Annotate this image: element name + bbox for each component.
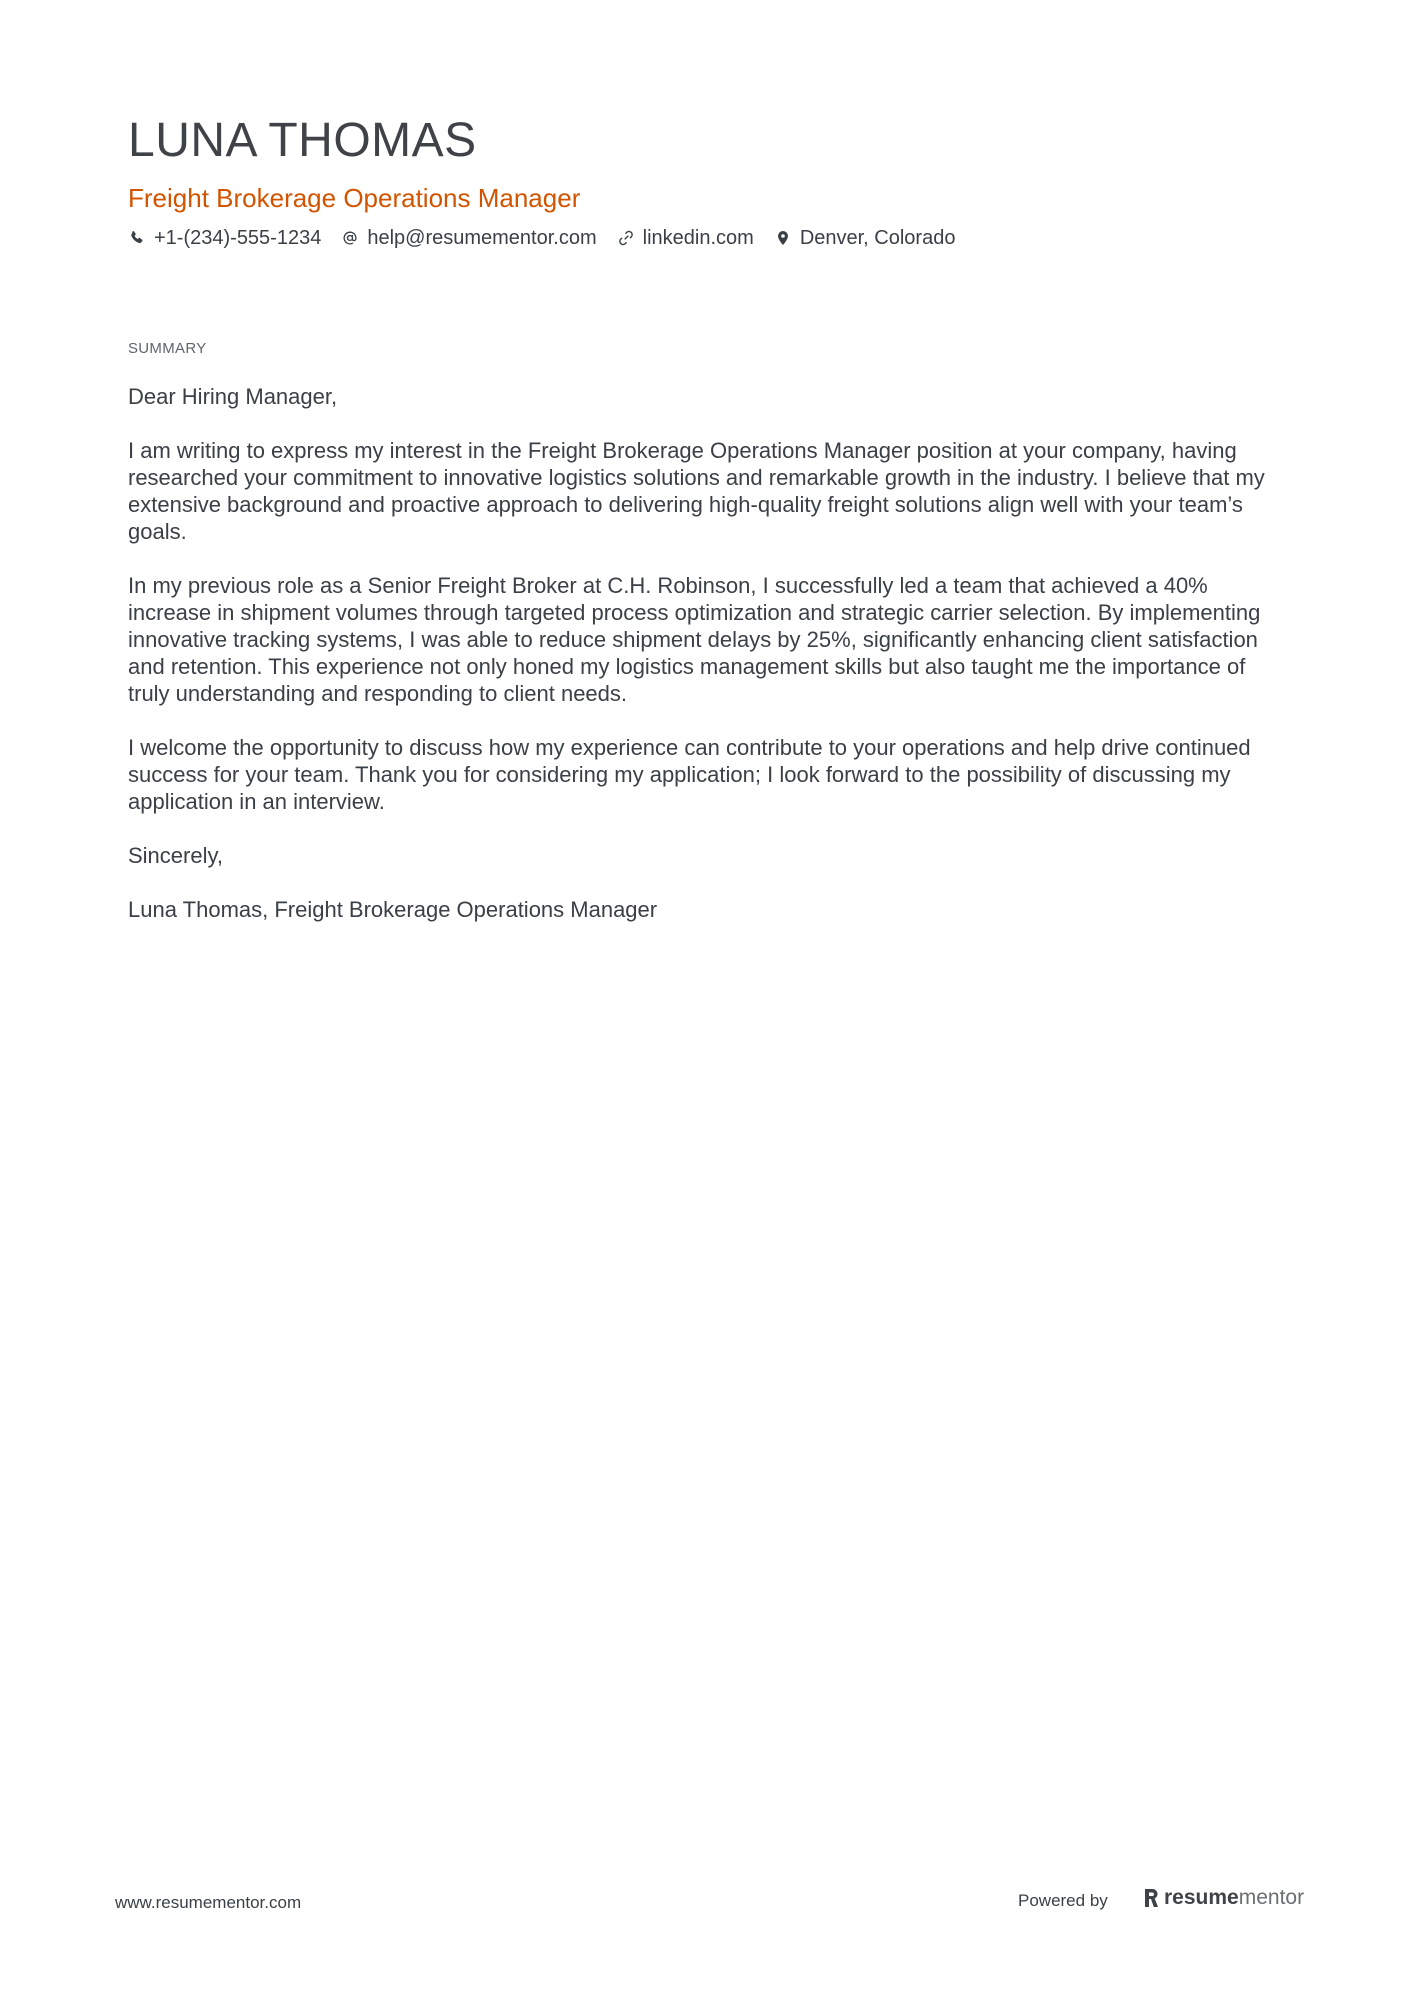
logo-text-resume: resume [1164,1886,1239,1909]
logo-text-mentor: mentor [1238,1886,1305,1909]
letter-paragraph: I welcome the opportunity to discuss how my experience can contribute to your operations and help drive continued success for your team. Thank you for considering my application; I look forward to the possibility of discussing my application in an interview. [128,735,1251,814]
job-title: Freight Brokerage Operations Manager [128,183,581,213]
powered-by-label: Powered by [1018,1891,1108,1910]
letter-paragraph: In my previous role as a Senior Freight Broker at C.H. Robinson, I successfully led a team that achieved a 40% increase in shipment volumes through targeted process optimization and strategic carrier selection. By implementing innovative tracking systems, I was able to reduce shipment delays by 25%, significantly enhancing client satisfaction and retention. This experience not only honed my logistics management skills but also taught me the importance of truly understanding and responding to client needs. [128,573,1261,706]
resumementor-logo[interactable] [1142,1886,1304,1910]
letter-closing: Sincerely, [128,843,223,868]
footer-website-link[interactable]: www.resumementor.com [115,1893,302,1912]
location-text: Denver, Colorado [799,227,956,249]
summary-heading: SUMMARY [128,340,207,357]
link-icon [617,229,635,247]
linkedin-text[interactable]: linkedin.com [642,227,754,249]
resumementor-logo-icon [1142,1887,1160,1909]
letter-paragraph: I am writing to express my interest in the Freight Brokerage Operations Manager position at your company, having researched your commitment to innovative logistics solutions and remarkable growth in the industry. I believe that my extensive background and proactive approach to delivering high-quality freight solutions align well with your team’s goals. [128,438,1265,544]
letter-body [128,383,1288,950]
phone-icon [128,229,146,247]
letter-greeting: Dear Hiring Manager, [128,384,338,409]
contact-bar [128,226,975,250]
email-text[interactable]: help@resumementor.com [367,227,597,249]
contact-linkedin[interactable] [617,226,754,250]
location-pin-icon [774,229,792,247]
at-icon [341,229,359,247]
contact-phone [128,226,321,250]
candidate-name: LUNA THOMAS [128,114,477,167]
letter-signature: Luna Thomas, Freight Brokerage Operations Manager [128,897,658,922]
phone-text: +1-(234)-555-1234 [154,227,322,249]
contact-location [774,226,956,250]
contact-email[interactable] [341,226,596,250]
